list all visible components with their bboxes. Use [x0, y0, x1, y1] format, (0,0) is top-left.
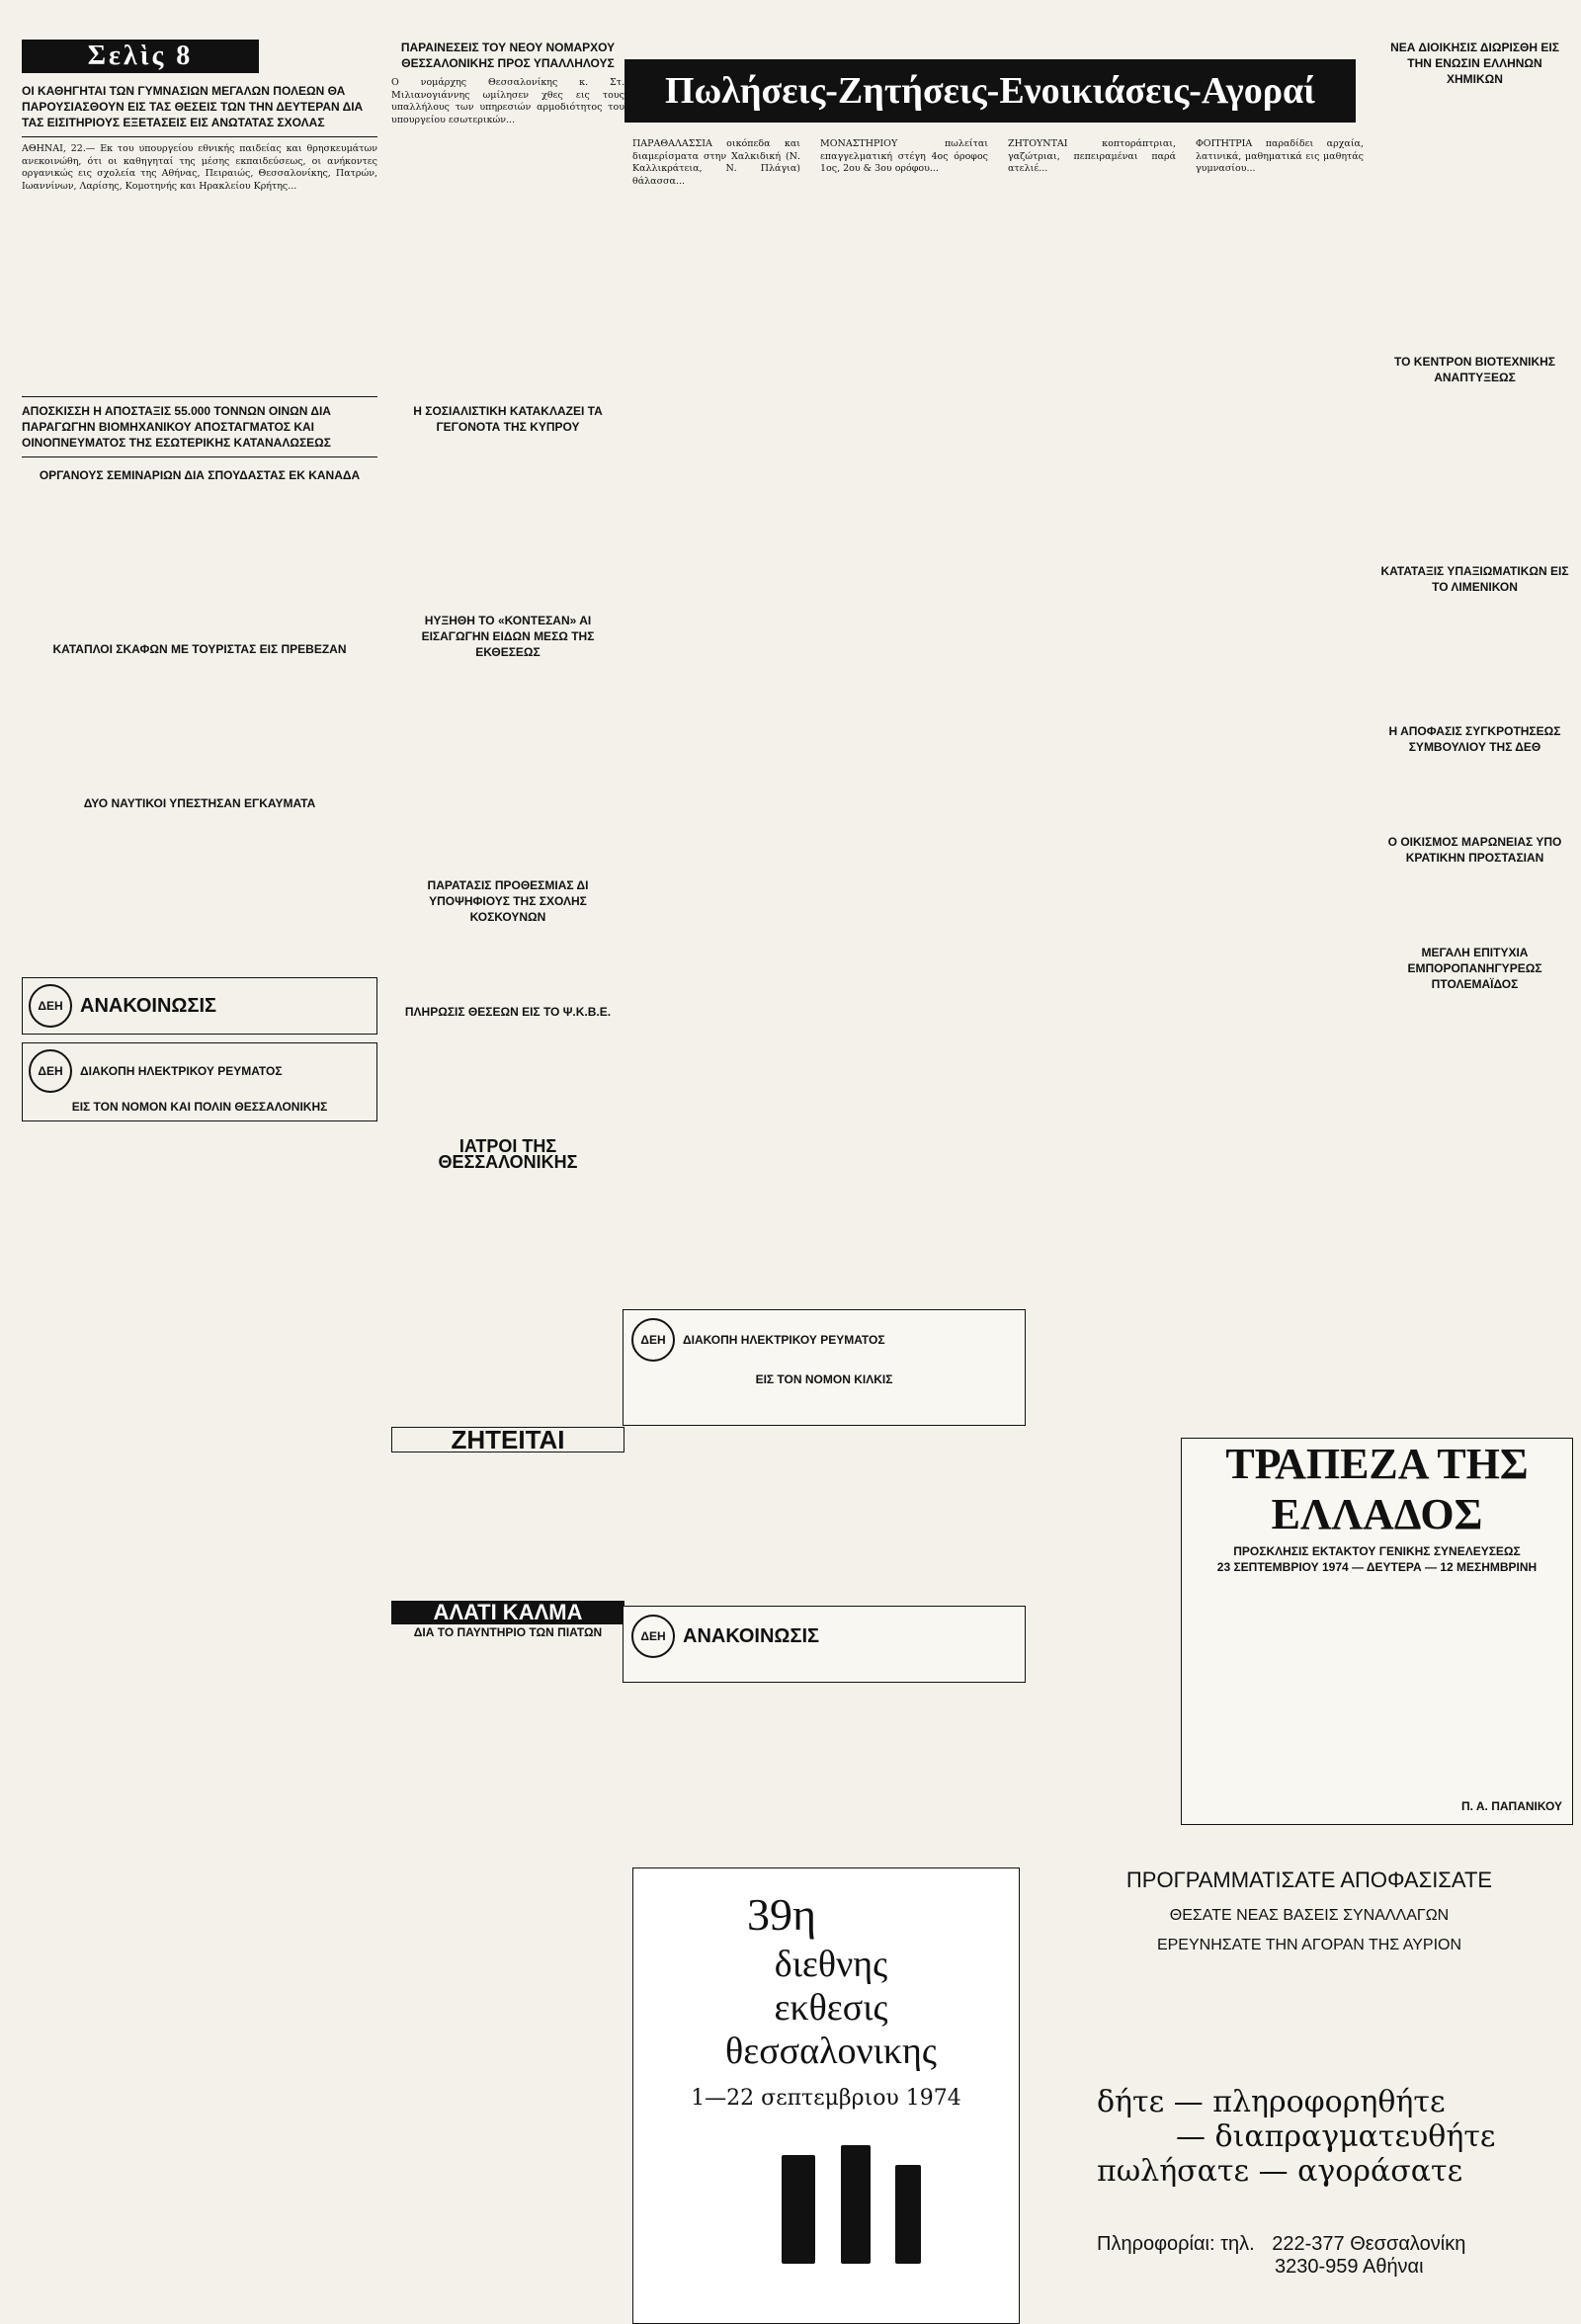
- bank-ad-date: 23 ΣΕΠΤΕΜΒΡΙΟΥ 1974 — ΔΕΥΤΕΡΑ — 12 ΜΕΣΗΜΒΡΙΝΗ: [1216, 1560, 1538, 1574]
- announcement-title-2: ΑΝΑΚΟΙΝΩΣΙΣ: [683, 1625, 820, 1647]
- headline-socialist: Η ΣΟΣΙΑΛΙΣΤΙΚΗ ΚΑΤΑΚΛΑΖΕΙ ΤΑ ΓΕΓΟΝΟΤΑ ΤΗΣ ΚΥΠΡΟΥ: [413, 404, 603, 434]
- classifieds-col-2: ΜΟΝΑΣΤΗΡΙΟΥ πωλείται επαγγελματική στέγη 4ος όροφος 1ος, 2ου & 3ου ορόφου...: [820, 138, 988, 174]
- headline-maroneia: Ο ΟΙΚΙΣΜΟΣ ΜΑΡΩΝΕΙΑΣ ΥΠΟ ΚΡΑΤΙΚΗΝ ΠΡΟΣΤΑΣΙΑΝ: [1387, 835, 1562, 865]
- deh-logo-icon: ΔΕΗ: [29, 984, 72, 1028]
- person-silhouette-icon: [895, 2165, 921, 2264]
- subhead-seminars: ΟΡΓΑΝΟΥΣ ΣΕΜΙΝΑΡΙΩΝ ΔΙΑ ΣΠΟΥΔΑΣΤΑΣ ΕΚ ΚΑΝΑΔΑ: [39, 468, 361, 482]
- bank-ad-subtitle: ΠΡΟΣΚΛΗΣΙΣ ΕΚΤΑΚΤΟΥ ΓΕΝΙΚΗΣ ΣΥΝΕΛΕΥΣΕΩΣ: [1233, 1544, 1521, 1558]
- power-cut-subtitle: ΕΙΣ ΤΟΝ ΝΟΜΟΝ ΚΑΙ ΠΟΛΙΝ ΘΕΣΣΑΛΟΝΙΚΗΣ: [71, 1100, 328, 1114]
- announcement-title: ΑΝΑΚΟΙΝΩΣΙΣ: [80, 995, 217, 1017]
- column-1: [22, 83, 377, 1121]
- power-cut-kilkis-box: [623, 1309, 1026, 1426]
- subhead-preveza: ΚΑΤΑΠΛΟΙ ΣΚΑΦΩΝ ΜΕ ΤΟΥΡΙΣΤΑΣ ΕΙΣ ΠΡΕΒΕΖΑΝ: [52, 642, 347, 656]
- power-cut-box: [22, 1042, 377, 1121]
- power-cut-kilkis-title: ΔΙΑΚΟΠΗ ΗΛΕΚΤΡΙΚΟΥ ΡΕΥΜΑΤΟΣ: [683, 1333, 885, 1347]
- program-ad-contact: Πληροφορίαι: τηλ. 222-377 Θεσσαλονίκη 3230-959 Αθήναι: [1097, 2233, 1466, 2278]
- salt-ad-subtitle: ΔΙΑ ΤΟ ΠΑΥΝΤΗΡΙΟ ΤΩΝ ΠΙΑΤΩΝ: [413, 1625, 603, 1639]
- person-silhouette-icon: [782, 2155, 815, 2264]
- expo-number: 39η: [747, 1889, 817, 1940]
- program-ad-subtitle-2: ΕΡΕΥΝΗΣΑΤΕ ΤΗΝ ΑΓΟΡΑΝ ΤΗΣ ΑΥΡΙΟΝ: [1156, 1937, 1462, 1953]
- headline-wine: ΑΠΟΣΚΙΣΣΗ Η ΑΠΟΣΤΑΞΙΣ 55.000 ΤΟΝΝΩΝ ΟΙΝΩΝ ΔΙΑ ΠΑΡΑΓΩΓΗΝ ΒΙΟΜΗΧΑΝΙΚΟΥ ΑΠΟΣΤΑΓΜΑΤΟΣ ΚΑΙ ΟΙΝΟΠΝΕΥΜΑΤΟΣ ΤΗΣ ΕΣΩΤΕΡΙΚΗΣ ΚΑΤΑΝΑΛΩΣΕΩΣ: [22, 404, 331, 450]
- subhead-sailors: ΔΥΟ ΝΑΥΤΙΚΟΙ ΥΠΕΣΤΗΣΑΝ ΕΓΚΑΥΜΑΤΑ: [83, 796, 316, 810]
- headline-doctors: ΙΑΤΡΟΙ ΤΗΣ ΘΕΣΣΑΛΟΝΙΚΗΣ: [438, 1136, 578, 1172]
- expo-dates: 1—22 σεπτεμβριου 1974: [691, 2086, 961, 2111]
- headline-deth: Η ΑΠΟΦΑΣΙΣ ΣΥΓΚΡΟΤΗΣΕΩΣ ΣΥΜΒΟΥΛΙΟΥ ΤΗΣ ΔΕΘ: [1388, 724, 1561, 754]
- bank-ad-title: ΤΡΑΠΕΖΑ ΤΗΣ ΕΛΛΑΔΟΣ: [1225, 1440, 1529, 1538]
- column-2: [391, 40, 624, 1640]
- classifieds-banner: Πωλήσεις-Ζητήσεις-Ενοικιάσεις-Αγοραί: [624, 59, 1356, 123]
- headline-harbor: ΚΑΤΑΤΑΞΙΣ ΥΠΑΞΙΩΜΑΤΙΚΩΝ ΕΙΣ ΤΟ ΛΙΜΕΝΙΚΟΝ: [1380, 564, 1569, 594]
- expo-ad: [632, 1868, 1020, 2324]
- expo-title: διεθνης εκθεσις θεσσαλονικης: [725, 1944, 937, 2072]
- classifieds-col-3: ΖΗΤΟΥΝΤΑΙ κοπτοράπτριαι, γαζώτριαι, πεπειραμέναι παρά ατελιέ...: [1008, 138, 1176, 174]
- power-cut-title: ΔΙΑΚΟΠΗ ΗΛΕΚΤΡΙΚΟΥ ΡΕΥΜΑΤΟΣ: [80, 1064, 283, 1078]
- headline-contesan: ΗΥΞΗΘΗ ΤΟ «ΚΟΝΤΕΣΑΝ» ΑΙ ΕΙΣΑΓΩΓΗΝ ΕΙΔΩΝ ΜΕΣΩ ΤΗΣ ΕΚΘΕΣΕΩΣ: [421, 614, 595, 659]
- headline-crafts-center: ΤΟ ΚΕΝΤΡΟΝ ΒΙΟΤΕΧΝΙΚΗΣ ΑΝΑΠΤΥΞΕΩΣ: [1394, 355, 1555, 384]
- deh-logo-icon: ΔΕΗ: [631, 1615, 675, 1658]
- headline-nomarch: ΠΑΡΑΙΝΕΣΕΙΣ ΤΟΥ ΝΕΟΥ ΝΟΜΑΡΧΟΥ ΘΕΣΣΑΛΟΝΙΚΗΣ ΠΡΟΣ ΥΠΑΛΛΗΛΟΥΣ: [400, 41, 616, 70]
- headline-teachers: ΟΙ ΚΑΘΗΓΗΤΑΙ ΤΩΝ ΓΥΜΝΑΣΙΩΝ ΜΕΓΑΛΩΝ ΠΟΛΕΩΝ ΘΑ ΠΑΡΟΥΣΙΑΣΘΟΥΝ ΕΙΣ ΤΑΣ ΘΕΣΕΙΣ ΤΩΝ ΤΗΝ ΔΕΥΤΕΡΑΝ ΔΙΑ ΤΑΣ ΕΙΣΙΤΗΡΙΟΥΣ ΕΞΕΤΑΣΕΙΣ ΕΙΣ ΑΝΩΤΑΤΑΣ ΣΧΟΛΑΣ: [22, 84, 364, 129]
- headline-chemists: ΝΕΑ ΔΙΟΙΚΗΣΙΣ ΔΙΩΡΙΣΘΗ ΕΙΣ ΤΗΝ ΕΝΩΣΙΝ ΕΛΛΗΝΩΝ ΧΗΜΙΚΩΝ: [1390, 41, 1559, 86]
- headline-positions: ΠΛΗΡΩΣΙΣ ΘΕΣΕΩΝ ΕΙΣ ΤΟ Ψ.Κ.Β.Ε.: [404, 1005, 612, 1019]
- headline-ptolemaida: ΜΕΓΑΛΗ ΕΠΙΤΥΧΙΑ ΕΜΠΟΡΟΠΑΝΗΓΥΡΕΩΣ ΠΤΟΛΕΜΑΪΔΟΣ: [1407, 946, 1542, 991]
- article-body-nomarch: Ο νομάρχης Θεσσαλονίκης κ. Στ. Μιλιανογιάννης ωμίλησεν χθες εις τους υπαλλήλους των υπηρεσιών αρμοδιότητος του υπουργείου εσωτερικών...: [391, 77, 624, 125]
- program-ad-subtitle-1: ΘΕΣΑΤΕ ΝΕΑΣ ΒΑΣΕΙΣ ΣΥΝΑΛΛΑΓΩΝ: [1169, 1907, 1450, 1924]
- salt-ad-title: ΑΛΑΤΙ ΚΑΛΜΑ: [391, 1601, 624, 1624]
- deh-logo-icon: ΔΕΗ: [631, 1318, 675, 1362]
- deh-logo-icon: ΔΕΗ: [29, 1049, 72, 1093]
- program-ad-title: ΠΡΟΓΡΑΜΜΑΤΙΣΑΤΕ ΑΠΟΦΑΣΙΣΑΤΕ: [1125, 1868, 1493, 1892]
- bank-ad: [1181, 1438, 1573, 1825]
- column-4: [1378, 40, 1571, 992]
- person-silhouette-icon: [841, 2145, 871, 2264]
- page-tag: Σελὶς 8: [22, 40, 259, 73]
- program-ad-slogan: δήτε — πληροφορηθήτε — διαπραγματευθήτε πωλήσατε — αγοράσατε: [1097, 2085, 1496, 2189]
- power-cut-kilkis-subtitle: ΕΙΣ ΤΟΝ ΝΟΜΟΝ ΚΙΛΚΙΣ: [755, 1372, 893, 1386]
- announcement-box: [22, 977, 377, 1035]
- announcement-box-2: [623, 1606, 1026, 1683]
- headline-deadline: ΠΑΡΑΤΑΣΙΣ ΠΡΟΘΕΣΜΙΑΣ ΔΙ ΥΠΟΨΗΦΙΟΥΣ ΤΗΣ ΣΧΟΛΗΣ ΚΟΣΚΟΥΝΩΝ: [427, 878, 589, 924]
- wanted-ad-title: ΖΗΤΕΙΤΑΙ: [391, 1427, 624, 1452]
- classifieds-col-1: ΠΑΡΑΘΑΛΑΣΣΙΑ οικόπεδα και διαμερίσματα στην Χαλκιδική (Ν. Καλλικράτεια, Ν. Πλάγια) θάλασσα...: [632, 138, 800, 187]
- article-body-teachers: ΑΘΗΝΑΙ, 22.— Εκ του υπουργείου εθνικής παιδείας και θρησκευμάτων ανεκοινώθη, ότι οι καθηγηταί της μέσης εκπαιδεύσεως, οι ανήκοντες οργανικώς εις σχολεία της Αθήνας, Πειραιώς, Θεσσαλονίκης, Πατρών, Ιωαννίνων, Λαρίσης, Κομοτηνής και Ηρακλείου Κρήτης...: [22, 143, 377, 192]
- bank-ad-signer: Π. Α. ΠΑΠΑΝΙΚΟΥ: [1460, 1799, 1562, 1813]
- classifieds-col-4: ΦΟΙΤΗΤΡΙΑ παραδίδει αρχαία, λατινικά, μαθηματικά εις μαθητάς γυμνασίου...: [1196, 138, 1364, 174]
